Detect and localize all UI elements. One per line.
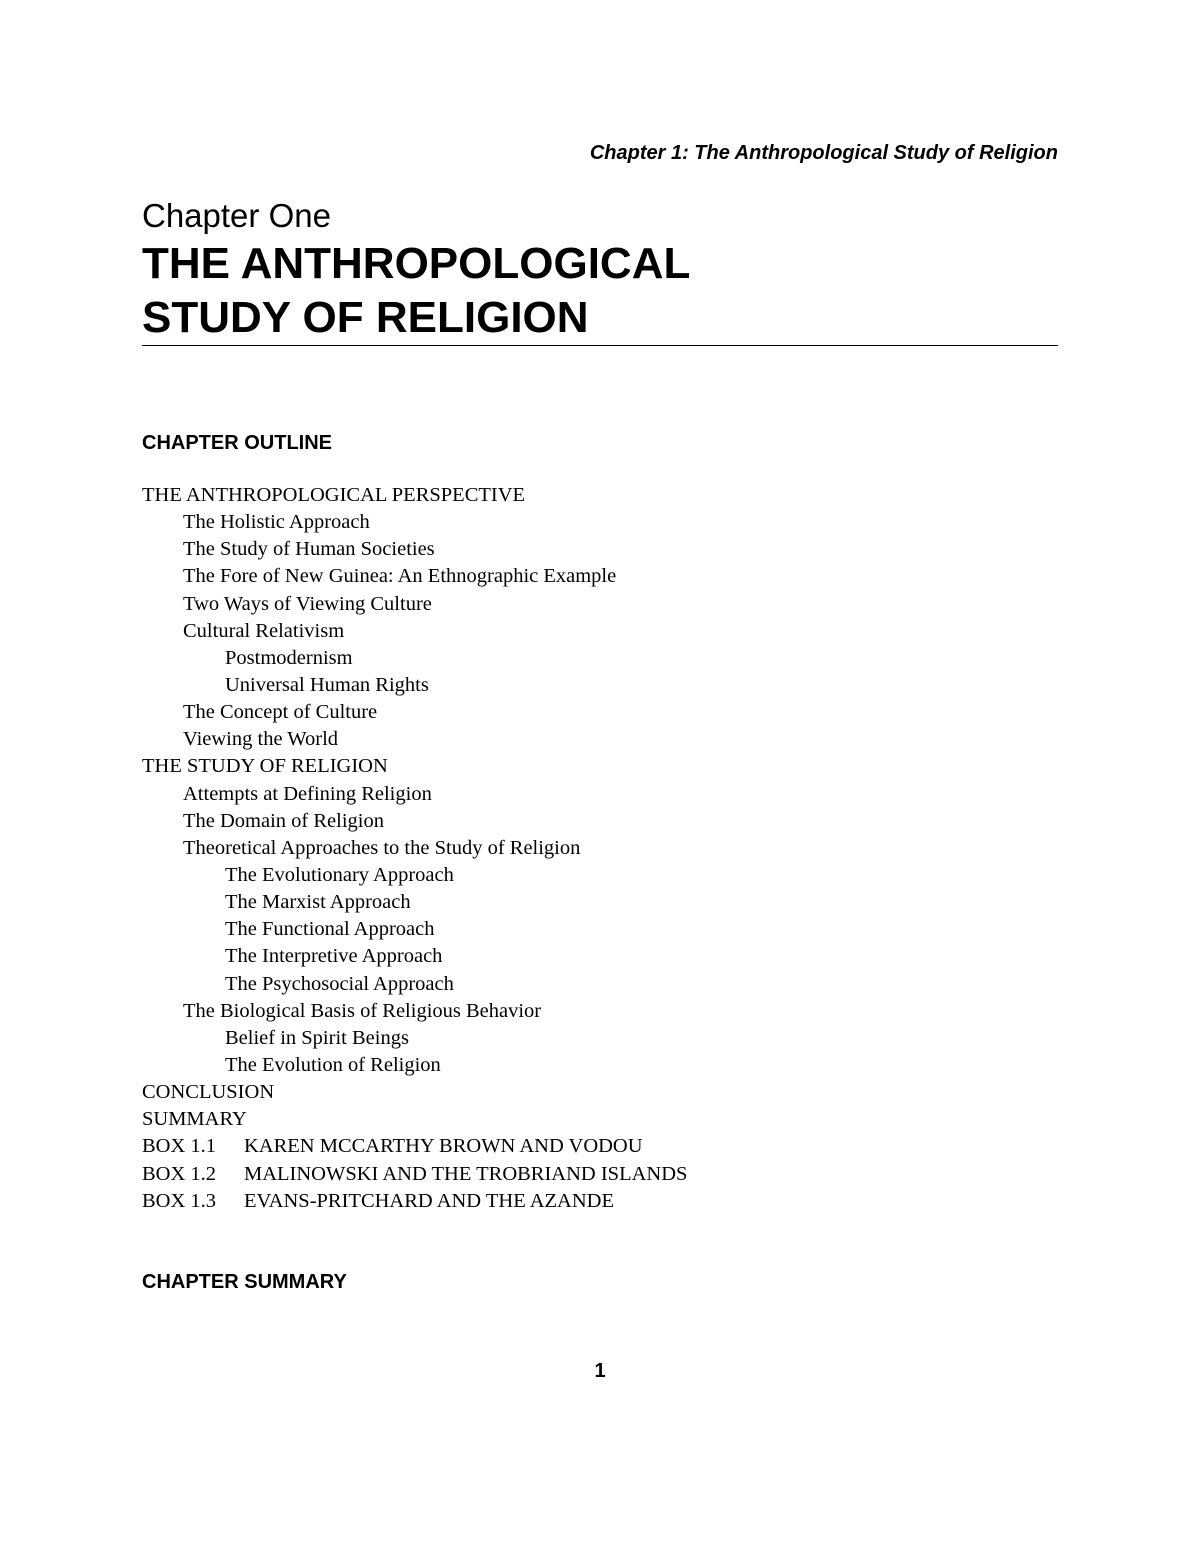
outline-item: SUMMARY [142, 1108, 247, 1131]
outline-item: Two Ways of Viewing Culture [183, 592, 432, 615]
running-header: Chapter 1: The Anthropological Study of Religion [589, 142, 1058, 164]
box-title: KAREN MCCARTHY BROWN AND VODOU [244, 1135, 643, 1158]
outline-item: Belief in Spirit Beings [225, 1026, 409, 1049]
outline-item: The Functional Approach [225, 918, 435, 941]
outline-item [142, 1161, 687, 1188]
outline-item: Postmodernism [225, 646, 353, 669]
chapter-title-line-2: STUDY OF RELIGION [142, 293, 589, 342]
box-number: BOX 1.1 [142, 1135, 217, 1158]
title-divider [142, 345, 1058, 346]
box-title: EVANS-PRITCHARD AND THE AZANDE [244, 1189, 614, 1212]
page-number: 1 [594, 1360, 606, 1382]
outline-item: THE STUDY OF RELIGION [142, 755, 388, 778]
outline-item: THE ANTHROPOLOGICAL PERSPECTIVE [142, 484, 526, 506]
outline-item: Universal Human Rights [225, 673, 429, 696]
outline-item: The Holistic Approach [183, 511, 370, 534]
summary-heading: CHAPTER SUMMARY [142, 1271, 347, 1293]
outline-item: Viewing the World [183, 728, 339, 751]
outline-item: The Evolutionary Approach [225, 863, 454, 886]
outline-item: The Domain of Religion [183, 809, 384, 832]
box-title: MALINOWSKI AND THE TROBRIAND ISLANDS [244, 1162, 688, 1185]
outline-item: Cultural Relativism [183, 619, 345, 642]
outline-item: Theoretical Approaches to the Study of Religion [183, 836, 581, 859]
outline-item: The Fore of New Guinea: An Ethnographic Example [183, 565, 617, 588]
chapter-label: Chapter One [142, 197, 331, 234]
outline-item [142, 1188, 687, 1215]
outline-item: The Biological Basis of Religious Behavior [183, 999, 542, 1022]
box-number: BOX 1.3 [142, 1189, 217, 1212]
outline-heading: CHAPTER OUTLINE [142, 432, 332, 454]
outline-item: The Study of Human Societies [183, 538, 435, 561]
outline-item [142, 1133, 687, 1160]
chapter-title [142, 237, 690, 345]
outline-item: The Psychosocial Approach [225, 972, 454, 995]
box-number: BOX 1.2 [142, 1162, 217, 1185]
chapter-title-line-1: THE ANTHROPOLOGICAL [142, 239, 691, 288]
outline-item: The Evolution of Religion [225, 1053, 441, 1076]
outline-item: CONCLUSION [142, 1081, 275, 1104]
outline-item: Attempts at Defining Religion [183, 782, 432, 805]
outline-item: The Interpretive Approach [225, 945, 443, 968]
chapter-outline-list [142, 482, 687, 1215]
outline-item: The Marxist Approach [225, 891, 411, 914]
outline-item: The Concept of Culture [183, 701, 378, 724]
